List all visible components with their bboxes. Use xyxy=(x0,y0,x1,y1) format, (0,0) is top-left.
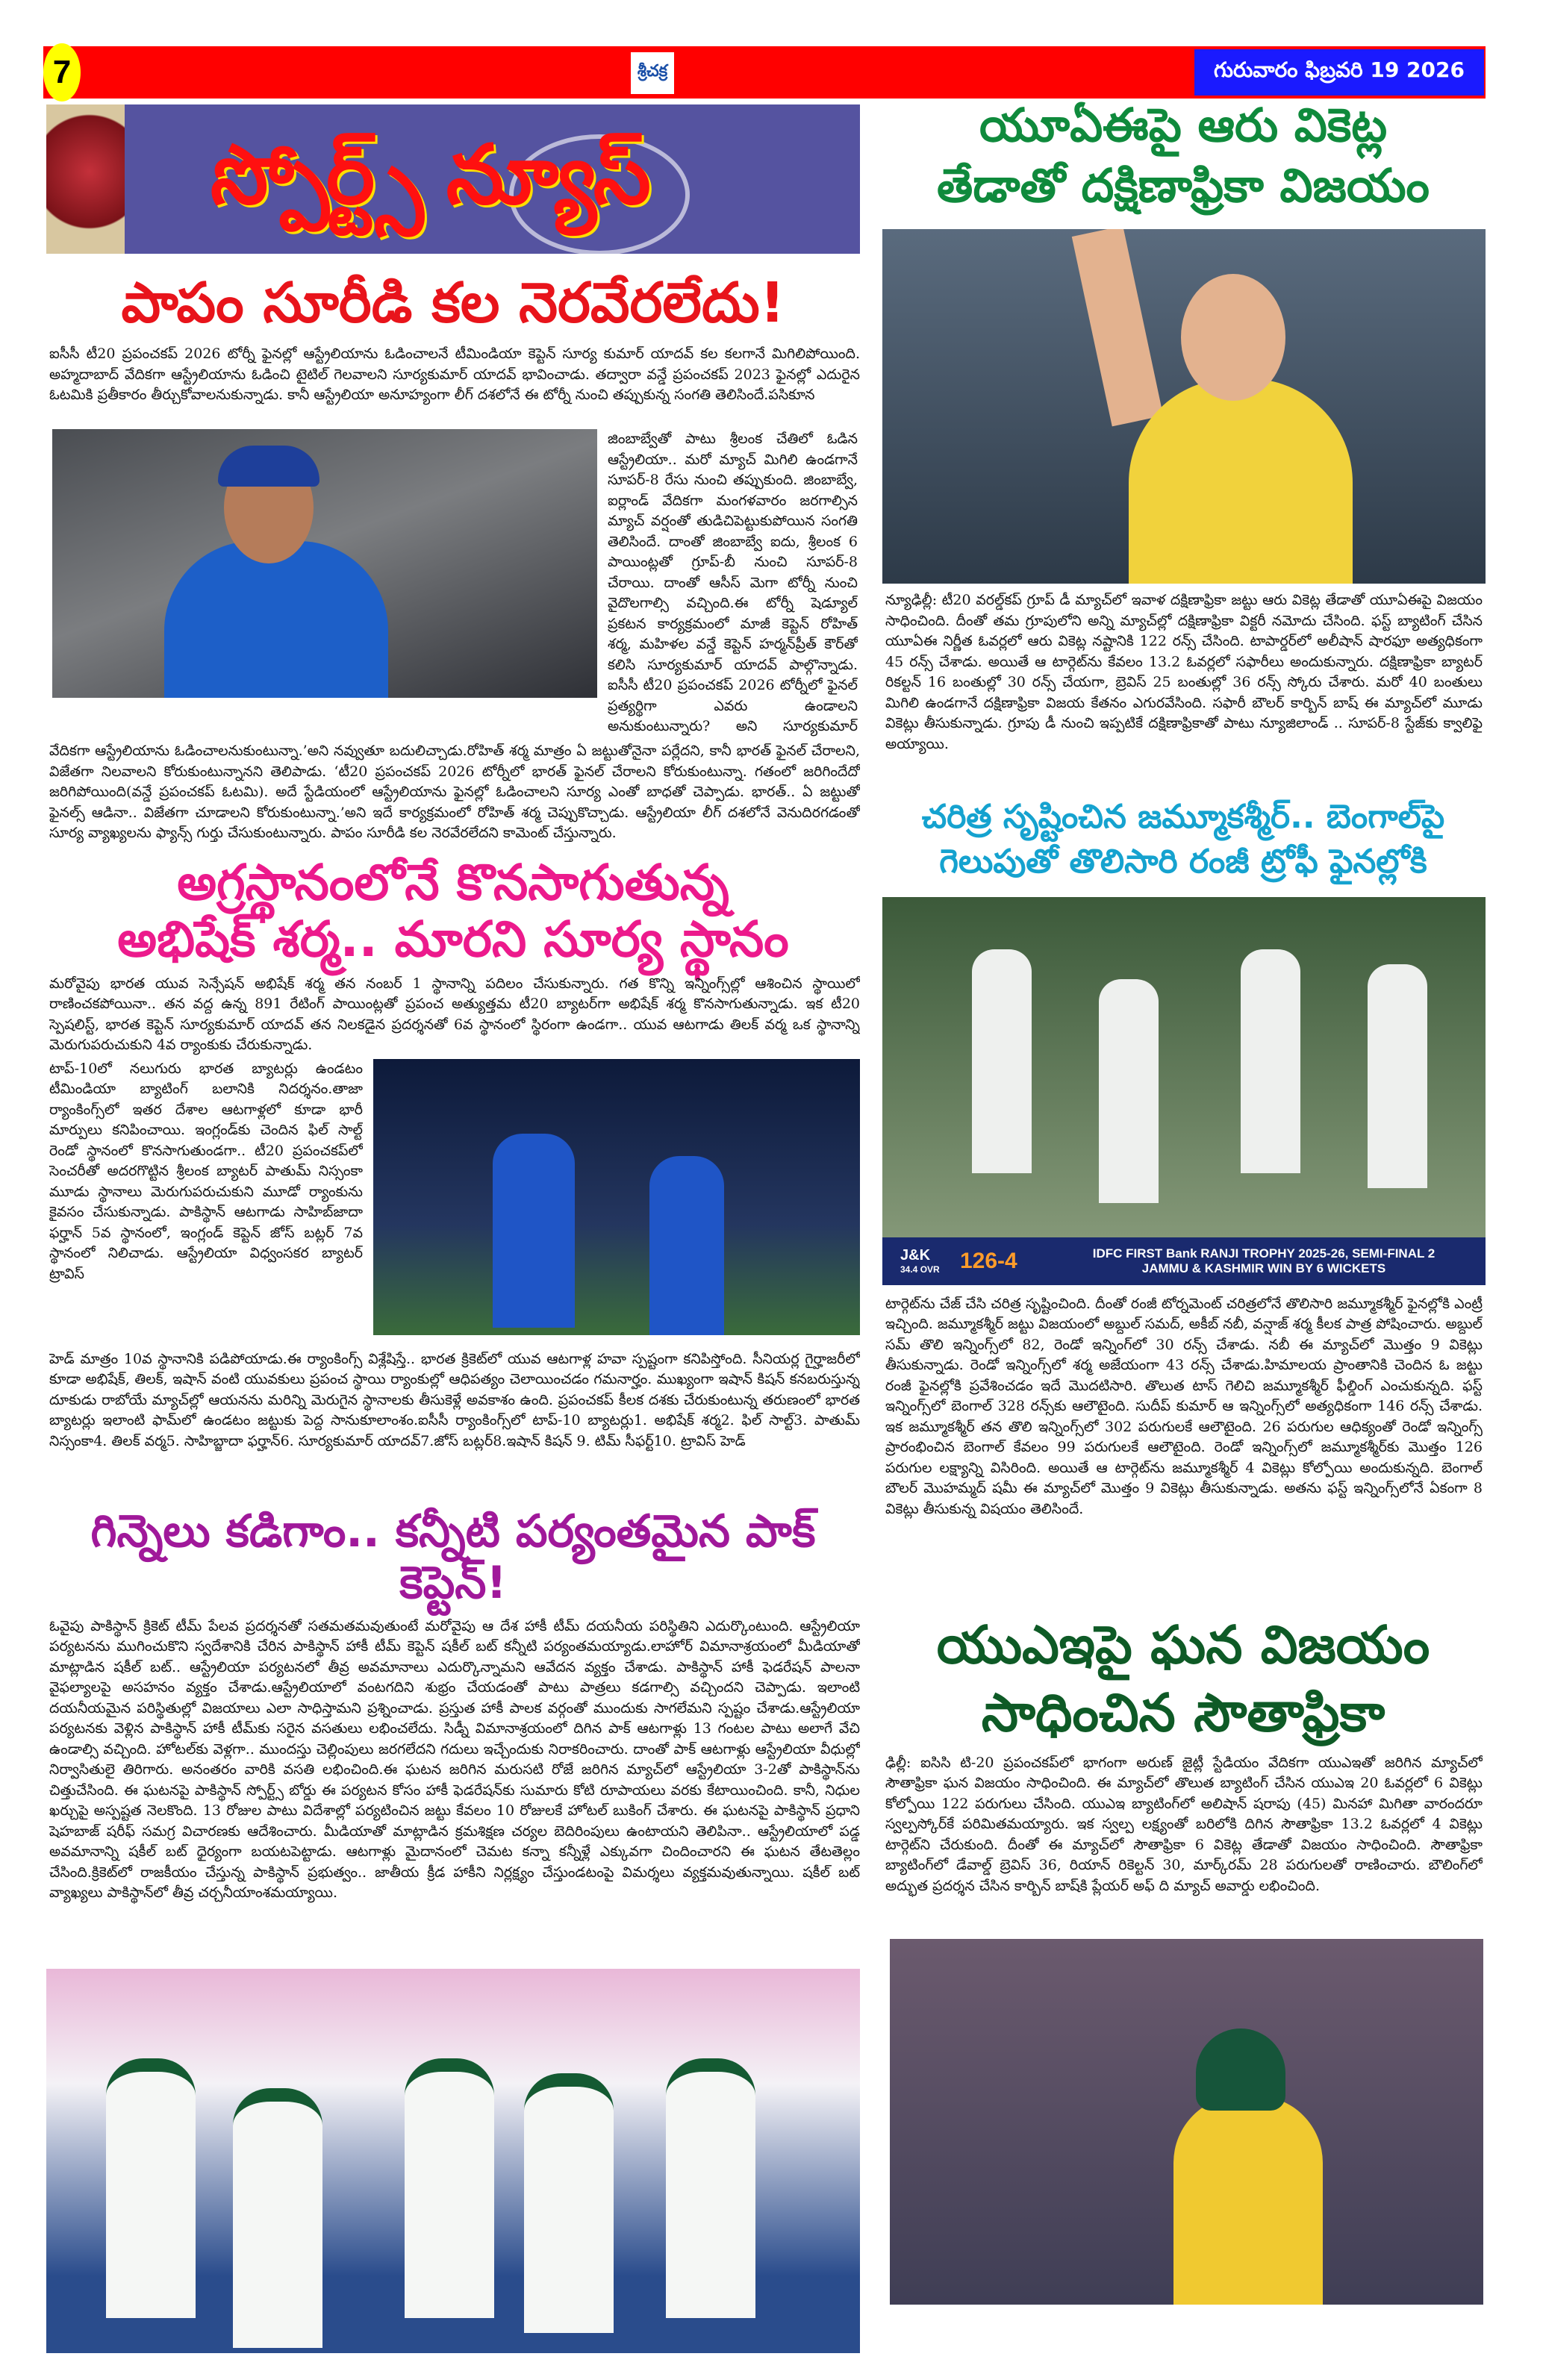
headline-abhishek xyxy=(46,855,860,968)
headline-jk-ranji xyxy=(881,795,1486,884)
right-column xyxy=(881,96,1486,2305)
article-surya-body-bottom: వేదికగా ఆస్ట్రేలియాను ఓడించాలనుకుంటున్నా.’అని నవ్వుతూ బదులిచ్చాడు.రోహిత్ శర్మ మాత్రం ఏ జట్టుతోనైనా పర్లేదని, కానీ భారత్ ఫైనల్ చేరాలని, విజేతగా నిలవాలని కోరుకుంటున్నానని తెలిపాడు. ‘టీ20 ప్రపంచకప్ 2026 టోర్నీలో భారత్ ఫైనల్ చేరాలని కోరుకుంటున్నా. గతంలో జరిగిందేదో జరిగిపోయింది(వన్డే ప్రపంచకప్ ఓటమి). అదే స్టేడియంలో ఆస్ట్రేలియాను ఫైనల్లో ఓడించాలని సూర్య ఎంతో బాధతో చెప్పాడు. భారత్.. ఏ జట్టుతో ఫైనల్స్ ఆడినా.. విజేతగా చూడాలని కోరుకుంటున్నా.’అని ఇదే కార్యక్రమంలో రోహిత్ శర్మ చెప్పుకొచ్చాడు. ఆస్ట్రేలియా లీగ్ దశలోనే వెనుదిరగడంతో సూర్య వ్యాఖ్యలను ఫ్యాన్స్ గుర్తు చేసుకుంటున్నారు. పాపం సూరీడి కల నెరవేరలేదని కామెంట్ చేస్తున్నారు. xyxy=(49,743,860,842)
article-abhishek-body-bottom: హెడ్ మాత్రం 10వ స్థానానికి పడిపోయాడు.ఈ ర్యాంకింగ్స్ విశ్లేషిస్తే.. భారత క్రికెట్‌లో యువ ఆటగాళ్ల హవా స్పష్టంగా కనిపిస్తోంది. సీనియర్ల గైర్హాజరీలో కూడా అభిషేక్, తిలక్, ఇషాన్ వంటి యువకులు ప్రపంచ స్థాయి ర్యాంకుల్లో ఆధిపత్యం చెలాయించడం గమనార్హం. ముఖ్యంగా ఇషాన్ కిషన్ కనబరుస్తున్న దూకుడు రాబోయే మ్యాచ్‌ల్లో ఆయనను మరిన్ని మెరుగైన స్థానాలకు తీసుకెళ్లే అవకాశం ఉంది. ప్రపంచకప్ కీలక దశకు చేరుకుంటున్న తరుణంలో భారత బ్యాటర్లు ఇలాంటి ఫామ్‌లో ఉండటం జట్టుకు పెద్ద సానుకూలాంశం.ఐసీసీ ర్యాంకింగ్స్‌లో టాప్-10 బ్యాటర్లు1. అభిషేక్ శర్మ2. ఫిల్ సాల్ట్3. పాతుమ్ నిస్సంకా4. తిలక్ వర్మ5. సాహిబ్జాదా ఫర్హాన్6. సూర్యకుమార్ యాదవ్7.జోస్ బట్లర్8.ఇషాన్ కిషన్ 9. టిమ్ సీఫర్ట్10. ట్రావిస్ హెడ్ xyxy=(49,1350,860,1449)
headline-line: గెలుపుతో తొలిసారి రంజీ ట్రోఫీ ఫైనల్లోకి xyxy=(939,842,1427,881)
newspaper-logo: శ్రీచక్ర xyxy=(631,52,674,94)
scorebar-team-block xyxy=(882,1247,960,1275)
photo-south-africa-batter xyxy=(882,229,1486,584)
headline-sa-uae xyxy=(881,96,1486,216)
article-abhishek-body-side: టాప్-10లో నలుగురు భారత బ్యాటర్లు ఉండటం టీమిండియా బ్యాటింగ్ బలానికి నిదర్శనం.తాజా ర్యాంకింగ్స్‌లో ఇతర దేశాల ఆటగాళ్లలో కూడా భారీ మార్పులు కనిపించాయి. ఇంగ్లండ్‌కు చెందిన ఫిల్ సాల్ట్ రెండో స్థానంలో కొనసాగుతుండగా.. టీ20 ప్రపంచకప్‌లో సెంచరీతో అదరగొట్టిన శ్రీలంక బ్యాటర్ పాతుమ్ నిస్సంకా మూడు స్థానాలు మెరుగుపరుచుకుని మూడో ర్యాంకును కైవసం చేసుకున్నాడు. పాకిస్థాన్ ఆటగాడు సాహిబ్‌జాదా ఫర్హాన్ 5వ స్థానంలో, ఇంగ్లండ్ కెప్టెన్ జోస్ బట్లర్ 7వ స్థానంలో నిలిచాడు. ఆస్ట్రేలియా విధ్వంసకర బ్యాటర్ ట్రావిస్ xyxy=(49,1060,363,1282)
scorebar-result: JAMMU & KASHMIR WIN BY 6 WICKETS xyxy=(1141,1261,1386,1275)
issue-date: గురువారం ఫిబ్రవరి 19 2026 xyxy=(1194,49,1484,96)
page-number-badge: 7 xyxy=(43,43,81,101)
cricket-ball-icon xyxy=(46,104,125,254)
photo-south-africa-batsman xyxy=(890,1939,1483,2305)
article-pak-body: ఓవైపు పాకిస్థాన్ క్రికెట్ టీమ్ పేలవ ప్రదర్శనతో సతమతమవుతుంటే మరోవైపు ఆ దేశ హాకీ టీమ్ దయనీయ పరిస్థితిని ఎదుర్కొంటుంది. ఆస్ట్రేలియా పర్యటనను ముగించుకొని స్వదేశానికి చేరిన పాకిస్థాన్ హాకీ టీమ్ కెప్టెన్ షకీల్ బట్ కన్నీటి పర్యంతమయ్యాడు.లాహోర్ విమానాశ్రయంలో మీడియాతో మాట్లాడిన షకీల్ బట్.. ఆస్ట్రేలియా పర్యటనలో తీవ్ర అవమానాలు ఎదుర్కొన్నామని ఆవేదన వ్యక్తం చేశాడు. పాకిస్థాన్ హాకీ ఫెడరేషన్ పాలనా వైఫల్యాలపై అసహనం వ్యక్తం చేశాడు.ఆస్ట్రేలియాలో వంటగదిని శుభ్రం చేయడంతో పాటు పాత్రలు కడగాల్సి వచ్చిందని చెప్పాడు. ఇలాంటి దయనీయమైన పరిస్థితుల్లో విజయాలు ఎలా సాధిస్తామని ప్రశ్నించాడు. ప్రస్తుత హాకీ పాలక వర్గంతో ముందుకు సాగలేమని స్పష్టం చేశాడు.ఆస్ట్రేలియా పర్యటనకు వెళ్లిన పాకిస్థాన్ హాకీ టీమ్‌కు సరైన వసతులు లభించలేదు. సిడ్నీ విమానాశ్రయంలో దిగిన పాక్ ఆటగాళ్లు 13 గంటల పాటు అలాగే వేచి ఉండాల్సి వచ్చింది. హోటల్‌కు వెళ్లగా.. ముందస్తు చెల్లింపులు జరగలేదని గదులు ఇచ్చేందుకు నిరాకరించారు. దాంతో పాక్ ఆటగాళ్లు ఆస్ట్రేలియా వీధుల్లో నిర్వాసితులై తిరిగారు. అనంతరం వారికి వసతి లభించింది.ఈ ఘటన జరిగిన మరుసటి రోజే జరిగిన మ్యాచ్‌లో ఆస్ట్రేలియా 3-2తో పాకిస్థాన్‌ను చిత్తుచేసింది. ఈ ఘటనపై పాకిస్థాన్ స్పోర్ట్స్ బోర్డు ఈ పర్యటన కోసం హాకీ ఫెడరేషన్‌కు సుమారు కోటి రూపాయలు వరకు కేటాయించింది. కానీ, నిధుల ఖర్చుపై అస్పష్టత నెలకొంది. 13 రోజుల పాటు విదేశాల్లో పర్యటించిన జట్టు కేవలం 10 రోజులకే హోటల్ బుకింగ్ చేశారు. ఈ ఘటనపై పాకిస్థాన్ ప్రధాని షెహబాజ్ షరీఫ్ సమగ్ర విచారణకు ఆదేశించారు. మీడియాతో మాట్లాడిన క్రమశిక్షణ చర్యల బెదిరింపులు ఉంటాయని తెలిపినా.. ఆస్ట్రేలియాలో పడ్డ అవమానాన్ని షకీల్ బట్ ధైర్యంగా బయటపెట్టాడు. ఆటగాళ్లు మైదానంలో చెమట కన్నా కన్నీళ్లే ఎక్కువగా చిందించారని ఈ ఘటన తేటతెల్లం చేసింది.క్రికెట్‌లో రాజకీయం చేస్తున్న పాకిస్థాన్ ప్రభుత్వం.. జాతీయ క్రీడ హాకీని నిర్లక్ష్యం చేస్తుండటంపై విమర్శలు వ్యక్తమవుతున్నాయి. షకీల్ బట్ వ్యాఖ్యలు పాకిస్థాన్‌లో తీవ్ర చర్చనీయాంశమయ్యాయి. xyxy=(49,1617,860,1902)
headline-line: అగ్రస్థానంలోనే కొనసాగుతున్న xyxy=(177,854,729,912)
headline-line: చరిత్ర సృష్టించిన జమ్మూకశ్మీర్.. బెంగాల్‌పై xyxy=(921,798,1445,837)
headline-sa-win xyxy=(881,1611,1486,1747)
photo-india-batters xyxy=(373,1059,860,1335)
sports-news-banner xyxy=(46,104,860,254)
article-abhishek-body-top: మరోవైపు భారత యువ సెన్సేషన్ అభిషేక్ శర్మ తన నంబర్ 1 స్థానాన్ని పదిలం చేసుకున్నారు. గత కొన్ని ఇన్నింగ్స్‌ల్లో ఆశించిన స్థాయిలో రాణించకపోయినా.. తన వద్ద ఉన్న 891 రేటింగ్ పాయింట్లతో ప్రపంచ అత్యుత్తమ టీ20 బ్యాటర్‌గా అభిషేక్ శర్మ కొనసాగుతున్నాడు. ఇక టీ20 స్పెషలిస్ట్, భారత కెప్టెన్ సూర్యకుమార్ యాదవ్ తన నిలకడైన ప్రదర్శనతో 6వ స్థానంలో స్థిరంగా ఉండగా.. యువ ఆటగాడు తిలక్ వర్మ ఒక స్థానాన్ని మెరుగుపరుచుకుని 4వ ర్యాంకుకు చేరుకున్నాడు. xyxy=(49,975,860,1054)
headline-line: యుఎఇపై ఘన విజయం xyxy=(936,1614,1430,1675)
scorebar-score: 126-4 xyxy=(960,1248,1017,1273)
scorebar-overs: 34.4 OVR xyxy=(900,1264,940,1275)
article-sa-win-body: ఢిల్లీ: ఐసిసి టి-20 ప్రపంచకప్‌లో భాగంగా అరుణ్ జైట్లీ స్టేడియం వేదికగా యుఎఇతో జరిగిన మ్యాచ్‌లో సౌతాఫ్రికా ఘన విజయం సాధించింది. ఈ మ్యాచ్‌లో తొలుత బ్యాటింగ్ చేసిన యుఎఇ 20 ఓవర్లలో 6 వికెట్లు కోల్పోయి 122 పరుగులు చేసింది. యుఎఇ బ్యాటింగ్‌లో అలిషాన్ షరాపు (45) మినహా మిగితా వారందరూ స్వల్పస్కోర్‌కే పరిమితమయ్యారు. ఇక స్వల్ప లక్ష్యంతో బరిలోకి దిగిన సౌతాఫ్రికా 13.2 ఓవర్లలో 4 వికెట్లు టార్గెట్‌ని చేరుకుంది. దీంతో ఈ మ్యాచ్‌లో సౌతాఫ్రికా 6 వికెట్ల తేడాతో విజయం సాధించింది. సౌతాఫ్రికా బ్యాటింగ్‌లో డేవాల్డ్ బ్రెవిస్ 36, రియాన్ రికెల్టన్ 30, మార్క్‌రమ్ 28 పరుగులతో రాణించారు. బౌలింగ్‌లో అద్భుత ప్రదర్శన చేసిన కార్బిన్ బాష్‌కి ప్లేయర్ అఫ్ ది మ్యాచ్ అవార్డు లభించింది. xyxy=(885,1754,1483,1894)
article-jk-body: టార్గెట్‌ను చేజ్ చేసి చరిత్ర సృష్టించింది. దీంతో రంజీ టోర్నమెంట్ చరిత్రలోనే తొలిసారి జమ్మూకశ్మీర్ ఫైనల్లోకి ఎంట్రీ ఇచ్చింది. జమ్మూకశ్మీర్ జట్టు విజయంలో అబ్దుల్ సమద్, అకీబ్ నబీ, వన్షాజ్ శర్మ కీలక పాత్ర పోషించారు. అబ్దుల్ సమ్ తొలి ఇన్నింగ్స్‌లో 82, రెండో ఇన్నింగ్‌లో 30 రన్స్ చేశాడు. నబీ ఈ మ్యాచ్‌లో మొత్తం 9 వికెట్లు తీసుకున్నాడు. రెండో ఇన్నింగ్స్‌లో శర్మ అజేయంగా 43 రన్స్ చేశాడు.హిమాలయ ప్రాంతానికి చెందిన ఓ జట్టు రంజీ ఫైనల్లోకి ప్రవేశించడం ఇదే మొదటిసారి. తొలుత టాస్ గెలిచి జమ్మూకశ్మీర్ ఫీల్డింగ్ ఎంచుకున్నది. ఫస్ట్ ఇన్నింగ్స్‌లో బెంగాల్ 328 రన్స్‌కు ఆలౌటైంది. సుదీప్ కుమార్ ఆ ఇన్నింగ్స్‌లో అత్యధికంగా 146 రన్స్ చేశాడు. ఇక జమ్మూకశ్మీర్ తన తొలి ఇన్నింగ్స్‌లో 302 పరుగులకే ఆలౌటైంది. 26 పరుగుల ఆధిక్యంతో రెండో ఇన్నింగ్స్ ప్రారంభించిన బెంగాల్ కేవలం 99 పరుగులకే ఆలౌటైంది. రెండో ఇన్నింగ్స్‌లో జమ్మూకశ్మీర్‌కు మొత్తం 126 పరుగుల లక్ష్యాన్ని విసిరింది. అయితే ఆ టార్గెట్‌ను జమ్మూకశ్మీర్ 4 వికెట్లు కోల్పోయి అందుకున్నది. బెంగాల్ బౌలర్ మొహమ్మద్ షమీ ఈ మ్యాచ్‌లో మొత్తం 9 వికెట్లు తీసుకున్నాడు. అతను ఫస్ట్ ఇన్నింగ్స్‌లోనే ఏకంగా 8 వికెట్లు తీసుకున్న విషయం తెలిసిందే. xyxy=(885,1295,1483,1517)
headline-line: సాధించిన సౌతాఫ్రికా xyxy=(981,1681,1385,1743)
left-column xyxy=(46,104,860,2353)
headline-pak-captain: గిన్నెలు కడిగాం.. కన్నీటి పర్యంతమైన పాక్ కెప్టెన్! xyxy=(90,1505,816,1609)
headline-line: అభిషేక్ శర్మ.. మారని సూర్య స్థానం xyxy=(117,910,789,968)
scorebar-title: IDFC FIRST Bank RANJI TROPHY 2025-26, SEMI-FINAL 2 xyxy=(1092,1246,1436,1261)
photo-jk-ranji-celebration xyxy=(882,897,1486,1285)
article-surya-body-top: ఐసీసీ టీ20 ప్రపంచకప్ 2026 టోర్నీ ఫైనల్లో ఆస్ట్రేలియాను ఓడించాలనే టీమిండియా కెప్టెన్ సూర్య కుమార్ యాదవ్ కల కలగానే మిగిలిపోయింది. అహ్మదాబాద్ వేదికగా ఆస్ట్రేలియాను ఓడించి టైటిల్ గెలవాలని సూర్యకుమార్ యాదవ్ భావించాడు. తద్వారా వన్డే ప్రపంచకప్ 2023 ఫైనల్లో ఎదురైన ఓటమికి ప్రతీకారం తీర్చుకోవాలనుకున్నాడు. కానీ ఆస్ట్రేలియా అనూహ్యంగా లీగ్ దశలోనే ఈ టోర్నీ నుంచి తప్పుకున్న సంగతి తెలిసిందే.పసికూన xyxy=(49,346,860,404)
tv-scorebar xyxy=(882,1237,1486,1285)
scorebar-titles xyxy=(1050,1246,1486,1276)
abhishek-photo-row xyxy=(49,1059,860,1346)
surya-photo-row xyxy=(46,429,860,737)
scorebar-team: J&K xyxy=(900,1247,931,1264)
photo-pakistan-hockey-team xyxy=(46,1969,860,2353)
banner-title: స్పోర్ట్స్ న్యూస్ xyxy=(211,127,649,222)
headline-line: తేడాతో దక్షిణాఫ్రికా విజయం xyxy=(936,157,1430,213)
article-surya-body-side: జింబాబ్వేతో పాటు శ్రీలంక చేతిలో ఓడిన ఆస్ట్రేలియా.. మరో మ్యాచ్ మిగిలి ఉండగానే సూపర్-8 రేసు నుంచి తప్పుకుంది. జింబాబ్వే, ఐర్లాండ్ వేదికగా మంగళవారం జరగాల్సిన మ్యాచ్ వర్షంతో తుడిచిపెట్టుకుపోయిన సంగతి తెలిసిందే. దాంతో జింబాబ్వే ఐదు, శ్రీలంక 6 పాయింట్లతో గ్రూప్-బీ నుంచి సూపర్-8 చేరాయి. దాంతో ఆసీస్ మెగా టోర్నీ నుంచి వైదొలగాల్సి వచ్చింది.ఈ టోర్నీ షెడ్యూల్ ప్రకటన కార్యక్రమంలో మాజీ కెప్టెన్ రోహిత్ శర్మ, మహిళల వన్డే కెప్టెన్ హర్మన్‌ప్రీత్ కౌర్‌తో కలిసి సూర్యకుమార్ యాదవ్ పాల్గొన్నాడు. ఐసీసీ టీ20 ప్రపంచకప్ 2026 టోర్నీలో ఫైనల్ ప్రత్యర్థిగా ఎవరు ఉండాలని అనుకుంటున్నారు? అని సూర్యకుమార్ xyxy=(608,431,858,735)
photo-suryakumar xyxy=(52,429,597,698)
headline-line: యూఏఈపై ఆరు వికెట్ల xyxy=(979,98,1388,152)
headline-surya: పాపం సూరీడి కల నెరవేరలేదు! xyxy=(121,271,785,335)
article-sa-uae-body: న్యూఢిల్లీ: టీ20 వరల్డ్‌కప్ గ్రూప్ డీ మ్యాచ్‌లో ఇవాళ దక్షిణాఫ్రికా జట్టు ఆరు వికెట్ల తేడాతో యూఏఈపై విజయం సాధించింది. దీంతో తమ గ్రూపులోని అన్ని మ్యాచ్‌ల్లో దక్షిణాఫ్రికా విక్టరీ నమోదు చేసింది. ఫస్ట్ బ్యాటింగ్ చేసిన యూఏఈ నిర్ణీత ఓవర్లలో ఆరు వికెట్ల నష్టానికి 122 రన్స్ చేసింది. టాపార్డర్‌లో అలీషాన్ షారఫూ అత్యధికంగా 45 రన్స్ చేశాడు. అయితే ఆ టార్గెట్‌ను కేవలం 13.2 ఓవర్లలో సఫారీలు అందుకున్నారు. దక్షిణాఫ్రికా బ్యాటర్ రికల్టన్ 16 బంతుల్లో 30 రన్స్ చేయగా, బ్రెవిస్ 25 బంతుల్లో 36 రన్స్ స్కోరు చేశారు. మరో 40 బంతులు మిగిలి ఉండగానే దక్షిణాఫ్రికా విజయ కేతనం ఎగురవేసింది. సఫారీ బౌలర్ కార్బిన్ బాష్ ఈ మ్యాచ్‌లో మూడు వికెట్లు తీసుకున్నాడు. గ్రూపు డీ నుంచి ఇప్పటికే దక్షిణాఫ్రికాతో పాటు న్యూజిలాండ్ .. సూపర్-8 స్టేజ్‌కు క్వాలిఫై అయ్యాయి. xyxy=(885,592,1483,752)
